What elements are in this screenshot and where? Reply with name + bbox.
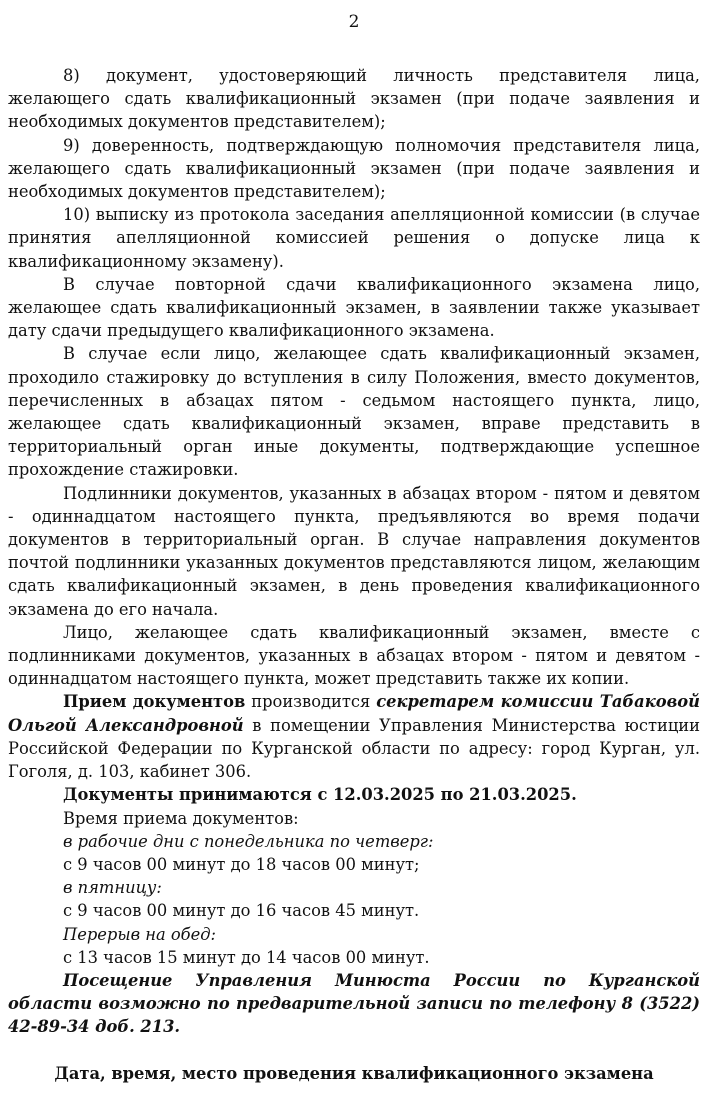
page-number: 2 — [348, 12, 360, 32]
section-spacer — [8, 1039, 700, 1062]
schedule-time-label: Время приема документов: — [63, 808, 299, 828]
schedule-friday-hours: с 9 часов 00 минут до 16 часов 45 минут. — [63, 901, 420, 921]
paragraph-item-8: 8) документ, удостоверяющий личность представителя лица, желающего сдать квалификационный экзамен (при подаче заявления и необходимых документов представителем); — [8, 66, 700, 132]
paragraph-copies: Лицо, желающее сдать квалификационный экзамен, вместе с подлинниками документов, указанных в абзацах втором - пятом и девятом - одиннадцатом настоящего пункта, может представить также их копии. — [8, 622, 700, 689]
paragraph-item-10: 10) выписку из протокола заседания апелляционной комиссии (в случае принятия апелляционной комиссией решения о допуске лица к квалификационному экзамену). — [8, 205, 700, 271]
schedule-dates: Документы принимаются с 12.03.2025 по 21.03.2025. — [63, 785, 577, 805]
schedule-lunch-hours: с 13 часов 15 минут до 14 часов 00 минут. — [63, 947, 430, 967]
reception-secretary: секретарем комиссии Табаковой Ольгой Александровной — [8, 692, 701, 735]
paragraph-item-9: 9) доверенность, подтверждающую полномочия представителя лица, желающего сдать квалификационный экзамен (при подаче заявления и необходимых документов представителем); — [8, 135, 700, 202]
paragraph-reception — [8, 690, 700, 783]
reception-address: в помещении Управления Министерства юстиции Российской Федерации по Курганской области по адресу: город Курган, ул. Гоголя, д. 103, кабинет 306. — [8, 715, 700, 782]
paragraph-internship: В случае если лицо, желающее сдать квалификационный экзамен, проходило стажировку до вступления в силу Положения, вместо документов, перечисленных в абзацах пятом - седьмом настоящего пункта, лицо, желающее сдать квалификационный экзамен, вправе представить в территориальный орган иные документы, подтверждающие успешное прохождение стажировки. — [8, 344, 700, 480]
visit-note: Посещение Управления Минюста России по Курганской области возможно по предварительной записи по телефону 8 (3522) 42-89-34 доб. 213. — [8, 970, 700, 1037]
schedule-friday-label: в пятницу: — [63, 878, 162, 898]
schedule-lunch-label: Перерыв на обед: — [63, 924, 217, 944]
paragraph-originals: Подлинники документов, указанных в абзацах втором - пятом и девятом - одиннадцатом настоящего пункта, предъявляются во время подачи документов в территориальный орган. В случае направления документов почтой подлинники указанных документов представляются лицом, желающим сдать квалификационный экзамен, в день проведения квалификационного экзамена до его начала. — [8, 483, 700, 619]
paragraph-repeat-exam: В случае повторной сдачи квалификационного экзамена лицо, желающее сдать квалификационный экзамен, в заявлении также указывает дату сдачи предыдущего квалификационного экзамена. — [8, 274, 700, 341]
document-body — [8, 64, 700, 1085]
schedule-weekdays-label: в рабочие дни с понедельника по четверг: — [63, 831, 434, 851]
reception-verb: производится — [245, 692, 377, 712]
schedule-weekdays-hours: с 9 часов 00 минут до 18 часов 00 минут; — [63, 854, 420, 874]
reception-lead: Прием документов — [63, 692, 246, 712]
section-heading: Дата, время, место проведения квалификационного экзамена — [54, 1063, 654, 1083]
